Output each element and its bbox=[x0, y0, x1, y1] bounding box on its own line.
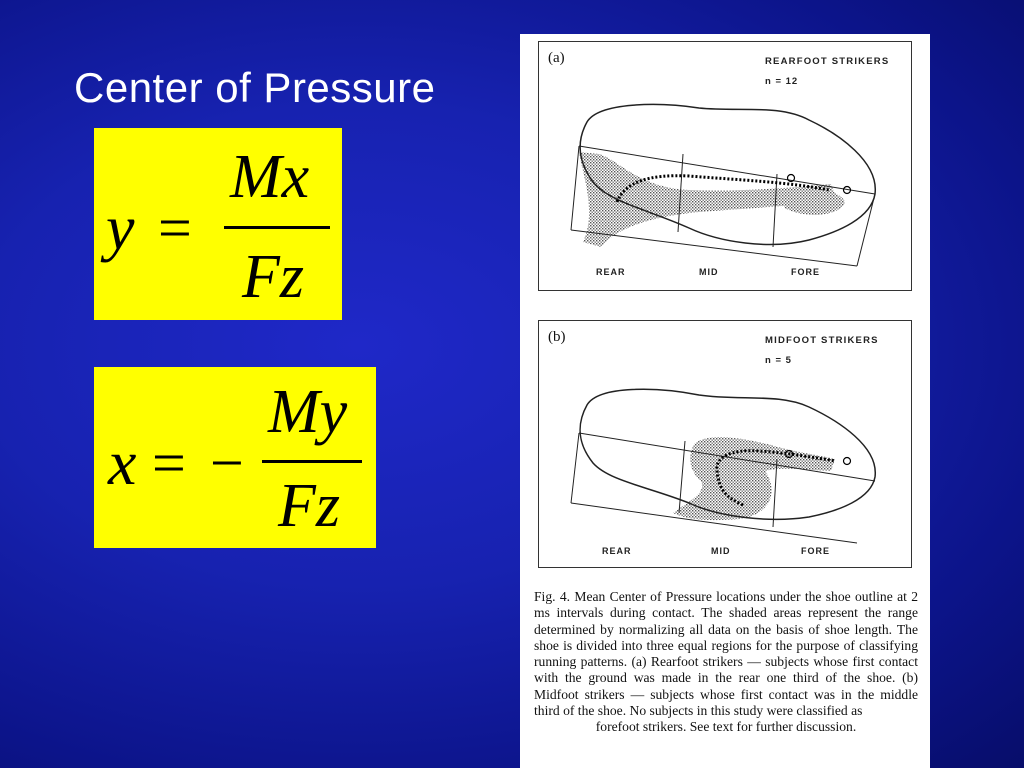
equation-lhs: x bbox=[108, 427, 137, 498]
equation-box-x bbox=[94, 367, 376, 548]
slide-title: Center of Pressure bbox=[74, 64, 436, 111]
region-label-mid: MID bbox=[711, 546, 731, 556]
panel-label: (a) bbox=[548, 50, 565, 66]
fraction-denominator: Fz bbox=[278, 472, 340, 540]
equals-sign: = bbox=[158, 195, 192, 261]
plot-rearfoot-strikers bbox=[538, 41, 912, 291]
fraction-bar bbox=[262, 460, 362, 463]
region-divider bbox=[773, 174, 777, 247]
group-title: REARFOOT STRIKERS bbox=[765, 56, 890, 67]
fraction-numerator: My bbox=[268, 378, 348, 446]
shoe-outline-diagram-a bbox=[539, 42, 911, 290]
region-label-fore: FORE bbox=[791, 267, 821, 277]
fraction-bar bbox=[224, 226, 330, 229]
panel-label: (b) bbox=[548, 329, 566, 345]
sample-size: n = 12 bbox=[765, 76, 799, 87]
fraction-denominator: Fz bbox=[242, 243, 304, 311]
plot-midfoot-strikers bbox=[538, 320, 912, 568]
figure-panel bbox=[520, 34, 930, 768]
cop-range-shading-fore bbox=[779, 187, 845, 215]
figure-caption bbox=[534, 589, 918, 736]
sample-size: n = 5 bbox=[765, 355, 792, 366]
region-label-rear: REAR bbox=[602, 546, 632, 556]
shoe-bottom-line bbox=[571, 230, 857, 266]
group-title: MIDFOOT STRIKERS bbox=[765, 335, 879, 346]
cop-marker bbox=[844, 458, 851, 465]
caption-text: Fig. 4. Mean Center of Pressure locations under the shoe outline at 2 ms intervals during contact. The shaded areas represent the range determined by normalizing all data on the basis of shoe length. The shoe is divided into three equal regions for the purpose of classifying running patterns. (a) Rearfoot strikers — subjects whose first contact with the ground was made in the rear one third of the shoe. (b) Midfoot strikers — subjects whose first contact was in the middle third of the shoe. No subjects in this study were classified as bbox=[534, 589, 918, 719]
shoe-outline-diagram-b bbox=[539, 321, 911, 567]
fraction-numerator: Mx bbox=[230, 143, 310, 211]
region-divider bbox=[679, 441, 685, 513]
region-label-rear: REAR bbox=[596, 267, 626, 277]
region-divider bbox=[571, 146, 579, 230]
region-divider bbox=[857, 194, 875, 266]
minus-sign: − bbox=[210, 430, 244, 496]
equation-lhs: y bbox=[106, 192, 135, 263]
caption-text-last-line: forefoot strikers. See text for further discussion. bbox=[595, 719, 857, 735]
region-label-fore: FORE bbox=[801, 546, 831, 556]
region-divider bbox=[571, 433, 579, 503]
equals-sign: = bbox=[152, 430, 186, 496]
region-label-mid: MID bbox=[699, 267, 719, 277]
equation-box-y bbox=[94, 128, 342, 320]
